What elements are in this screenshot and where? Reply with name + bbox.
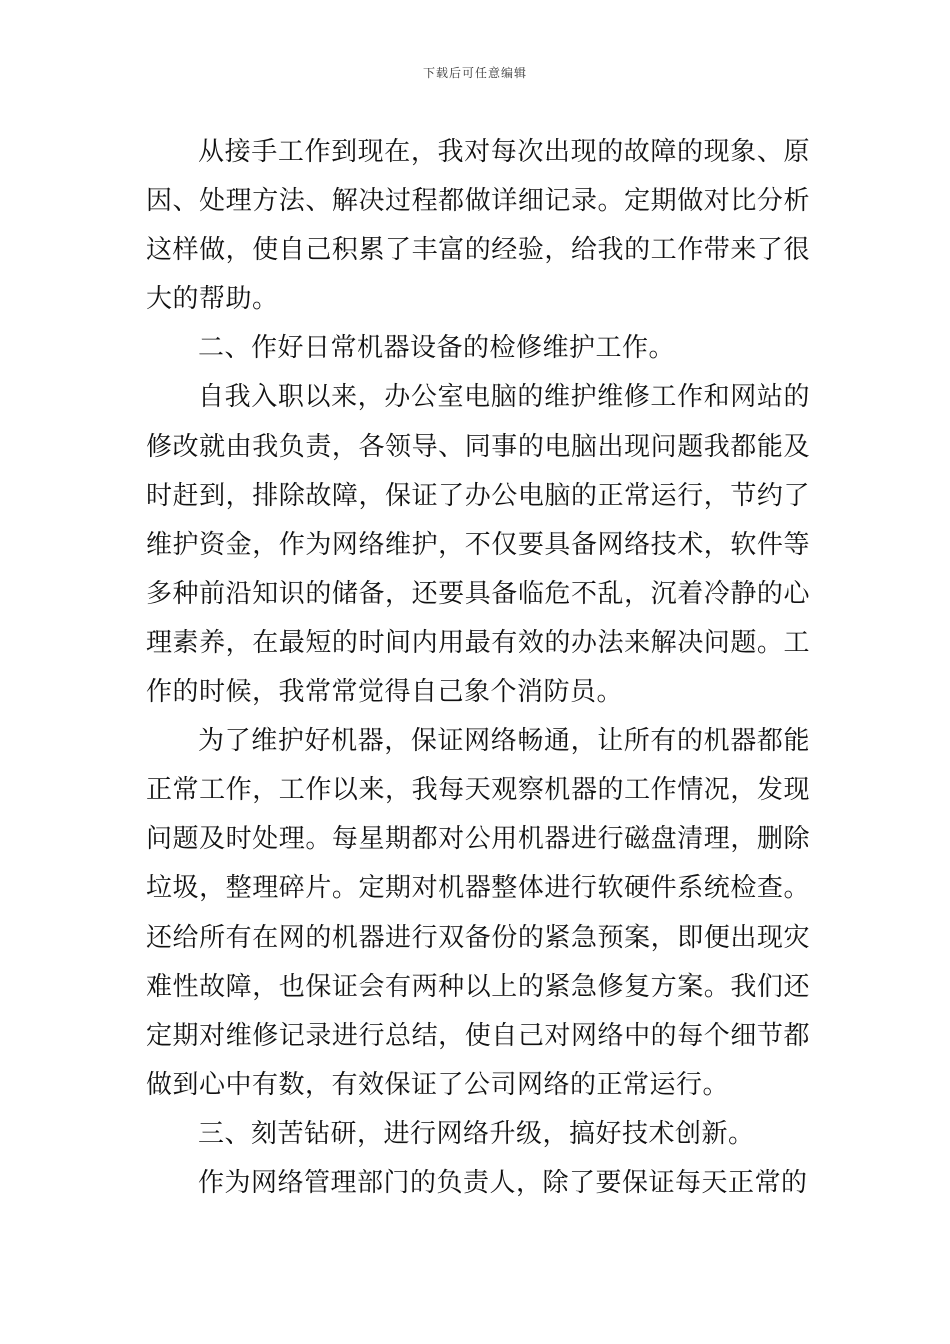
paragraph-computer-maintenance: 自我入职以来，办公室电脑的维护维修工作和网站的修改就由我负责，各领导、同事的电脑出现问题我都能及时赶到，排除故障，保证了办公电脑的正常运行，节约了维护资金，作为网络维护，不仅要具备网络技术，软件等多种前沿知识的储备，还要具备临危不乱，沉着冷静的心理素养，在最短的时间内用最有效的办法来解决问题。工作的时候，我常常觉得自己象个消防员。 (146, 382, 810, 708)
section-heading-3: 三、刻苦钻研，进行网络升级，搞好技术创新。 (198, 1118, 755, 1149)
paragraph-machine-upkeep: 为了维护好机器，保证网络畅通，让所有的机器都能正常工作，工作以来，我每天观察机器的工作情况，发现问题及时处理。每星期都对公用机器进行磁盘清理，删除垃圾，整理碎片。定期对机器整体进行软硬件系统检查。还给所有在网的机器进行双备份的紧急预案，即便出现灾难性故障，也保证会有两种以上的紧急修复方案。我们还定期对维修记录进行总结，使自己对网络中的每个细节都做到心中有数，有效保证了公司网络的正常运行。 (146, 726, 810, 1100)
paragraph-fault-records: 从接手工作到现在，我对每次出现的故障的现象、原因、处理方法、解决过程都做详细记录。定期做对比分析这样做，使自己积累了丰富的经验，给我的工作带来了很大的帮助。 (146, 137, 810, 315)
section-heading-2: 二、作好日常机器设备的检修维护工作。 (198, 333, 676, 364)
document-body (146, 128, 810, 1208)
page-header: 下载后可任意编辑 (422, 66, 527, 80)
paragraph-network-manager: 作为网络管理部门的负责人，除了要保证每天正常的 (198, 1167, 808, 1198)
